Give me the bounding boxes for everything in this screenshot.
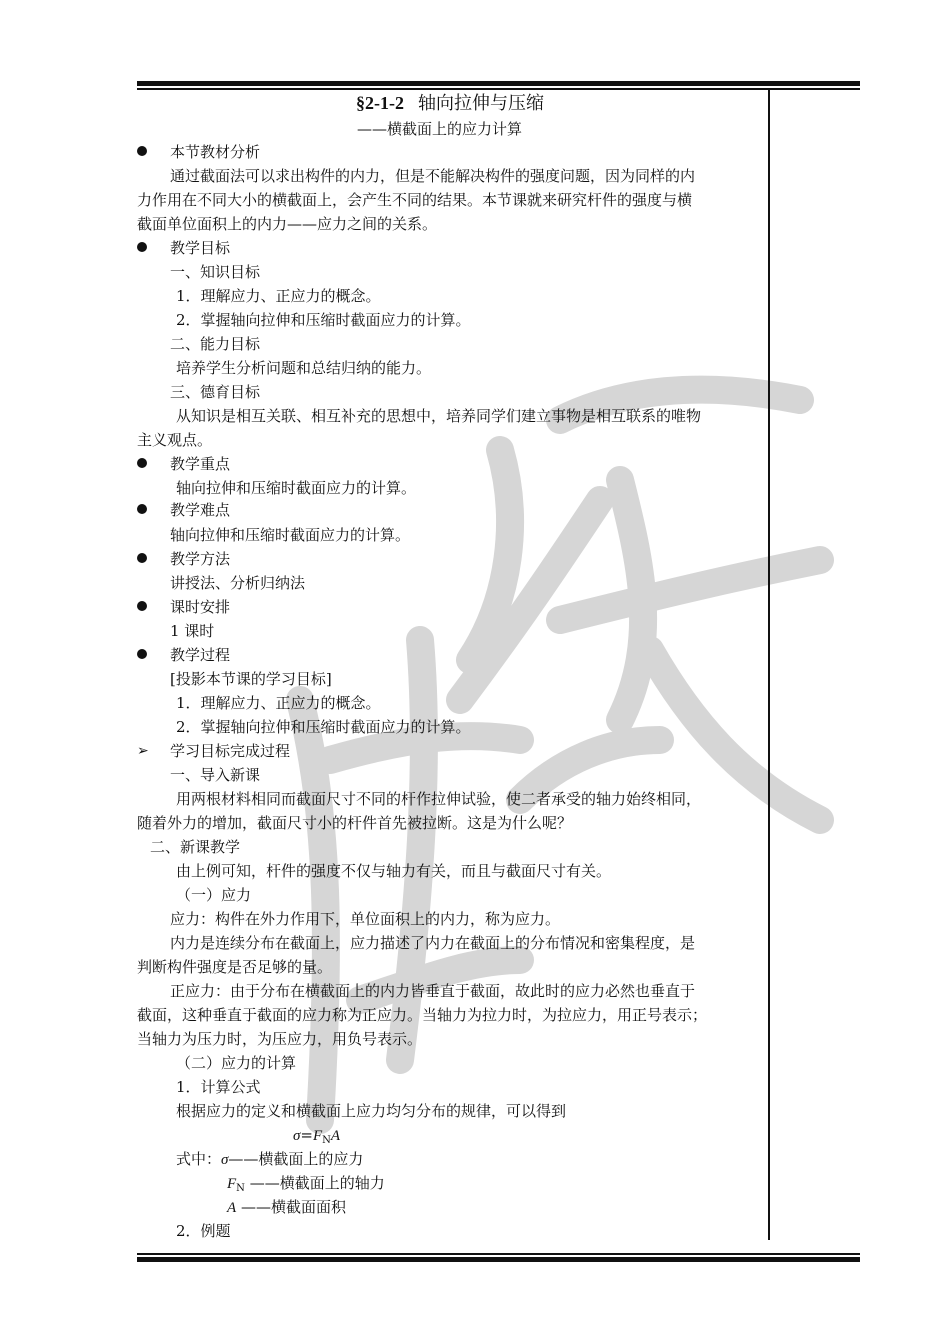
formula-eq: = bbox=[300, 1126, 313, 1144]
bullet-icon bbox=[137, 242, 147, 252]
bullet-icon bbox=[137, 601, 147, 611]
heading-difficult: 教学难点 bbox=[170, 501, 231, 519]
paragraph-line: 1 课时 bbox=[170, 622, 215, 640]
heading-goals: 教学目标 bbox=[170, 239, 231, 257]
paragraph-line: 应力：构件在外力作用下，单位面积上的内力，称为应力。 bbox=[170, 910, 561, 928]
goal-item: 培养学生分析问题和总结归纳的能力。 bbox=[176, 359, 432, 377]
formula-N: N bbox=[322, 1135, 331, 1146]
bottom-rule-thin bbox=[137, 1253, 860, 1255]
formula-A: A bbox=[330, 1128, 341, 1144]
paragraph-line: 判断构件强度是否足够的量。 bbox=[137, 958, 333, 976]
section-new-lesson: 二、新课教学 bbox=[150, 838, 241, 856]
fn-desc: ——横截面上的轴力 bbox=[244, 1174, 385, 1192]
section-intro: 一、导入新课 bbox=[170, 766, 261, 784]
process-item: 2．掌握轴向拉伸和压缩时截面应力的计算。 bbox=[176, 718, 471, 736]
heading-process: 教学过程 bbox=[170, 646, 231, 664]
goal-item: 2．掌握轴向拉伸和压缩时截面应力的计算。 bbox=[176, 311, 471, 329]
paragraph-line: 由上例可知，杆件的强度不仅与轴力有关，而且与截面尺寸有关。 bbox=[176, 862, 612, 880]
paragraph-line: 轴向拉伸和压缩时截面应力的计算。 bbox=[170, 526, 411, 544]
process-item: 1．理解应力、正应力的概念。 bbox=[176, 694, 381, 712]
paragraph-line: 内力是连续分布在截面上，应力描述了内力在截面上的分布情况和密集程度，是 bbox=[170, 934, 696, 952]
fn-subscript: N bbox=[236, 1183, 245, 1194]
goal-item: 1．理解应力、正应力的概念。 bbox=[176, 287, 381, 305]
goal-moral: 三、德育目标 bbox=[170, 383, 261, 401]
heading-key: 教学重点 bbox=[170, 455, 231, 473]
subheading-example: 2．例题 bbox=[176, 1222, 231, 1240]
paragraph-line: 随着外力的增加，截面尺寸小的杆件首先被拉断。这是为什么呢？ bbox=[137, 814, 573, 832]
paragraph-line: 当轴力为压力时，为压应力，用负号表示。 bbox=[137, 1030, 423, 1048]
bullet-icon bbox=[137, 553, 147, 563]
margin-vertical-line bbox=[768, 90, 770, 1240]
paragraph-line: 根据应力的定义和横截面上应力均匀分布的规律，可以得到 bbox=[176, 1102, 567, 1120]
heading-method: 教学方法 bbox=[170, 550, 231, 568]
paragraph-line: 从知识是相互关联、相互补充的思想中，培养同学们建立事物是相互联系的唯物 bbox=[176, 407, 702, 425]
a-symbol: A bbox=[227, 1200, 237, 1216]
formula-F: F bbox=[312, 1128, 323, 1144]
bullet-icon bbox=[137, 504, 147, 514]
heading-hours: 课时安排 bbox=[170, 598, 231, 616]
bullet-icon bbox=[137, 458, 147, 468]
bullet-icon bbox=[137, 146, 147, 156]
goal-knowledge: 一、知识目标 bbox=[170, 263, 261, 281]
sigma-desc: ——横截面上的应力 bbox=[228, 1150, 364, 1168]
paragraph-line: 力作用在不同大小的横截面上，会产生不同的结果。本节课就来研究杆件的强度与横 bbox=[137, 191, 693, 209]
paragraph-line: 轴向拉伸和压缩时截面应力的计算。 bbox=[176, 479, 417, 497]
formula-sigma: σ bbox=[293, 1128, 301, 1144]
where-label: 式中： bbox=[176, 1150, 222, 1168]
section-code: §2-1-2 bbox=[356, 93, 404, 113]
paragraph-line: 截面单位面积上的内力——应力之间的关系。 bbox=[137, 215, 438, 233]
bottom-rule-thick bbox=[137, 1257, 860, 1262]
fn-symbol: F bbox=[227, 1176, 237, 1192]
subtitle: ——横截面上的应力计算 bbox=[357, 120, 523, 138]
top-rule-thick bbox=[137, 81, 860, 86]
paragraph-line: 正应力：由于分布在横截面上的内力皆垂直于截面，故此时的应力必然也垂直于 bbox=[170, 982, 696, 1000]
title-text: 轴向拉伸与压缩 bbox=[418, 93, 544, 114]
formula bbox=[293, 1126, 340, 1150]
paragraph-line: 主义观点。 bbox=[137, 431, 213, 449]
goal-ability: 二、能力目标 bbox=[170, 335, 261, 353]
page-title bbox=[0, 89, 900, 115]
heading-analysis: 本节教材分析 bbox=[170, 143, 261, 161]
a-desc: ——横截面面积 bbox=[236, 1198, 346, 1216]
paragraph-line: 讲授法、分析归纳法 bbox=[170, 574, 306, 592]
heading-complete: 学习目标完成过程 bbox=[170, 742, 291, 760]
subheading-calc: （二）应力的计算 bbox=[176, 1054, 297, 1072]
subheading-formula: 1．计算公式 bbox=[176, 1078, 261, 1096]
a-line bbox=[227, 1198, 346, 1217]
fn-line bbox=[227, 1174, 385, 1198]
paragraph-line: 截面，这种垂直于截面的应力称为正应力。当轴力为拉力时，为拉应力，用正号表示； bbox=[137, 1006, 708, 1024]
paragraph-line: 用两根材料相同而截面尺寸不同的杆作拉伸试验，使二者承受的轴力始终相同， bbox=[176, 790, 702, 808]
where-line bbox=[176, 1150, 363, 1169]
paragraph-line: [投影本节课的学习目标] bbox=[170, 670, 332, 688]
paragraph-line: 通过截面法可以求出构件的内力，但是不能解决构件的强度问题，因为同样的内 bbox=[170, 167, 696, 185]
subheading-stress: （一）应力 bbox=[176, 886, 252, 904]
arrow-bullet-icon: ➢ bbox=[137, 743, 149, 759]
bullet-icon bbox=[137, 649, 147, 659]
sigma-symbol: σ bbox=[221, 1152, 229, 1168]
